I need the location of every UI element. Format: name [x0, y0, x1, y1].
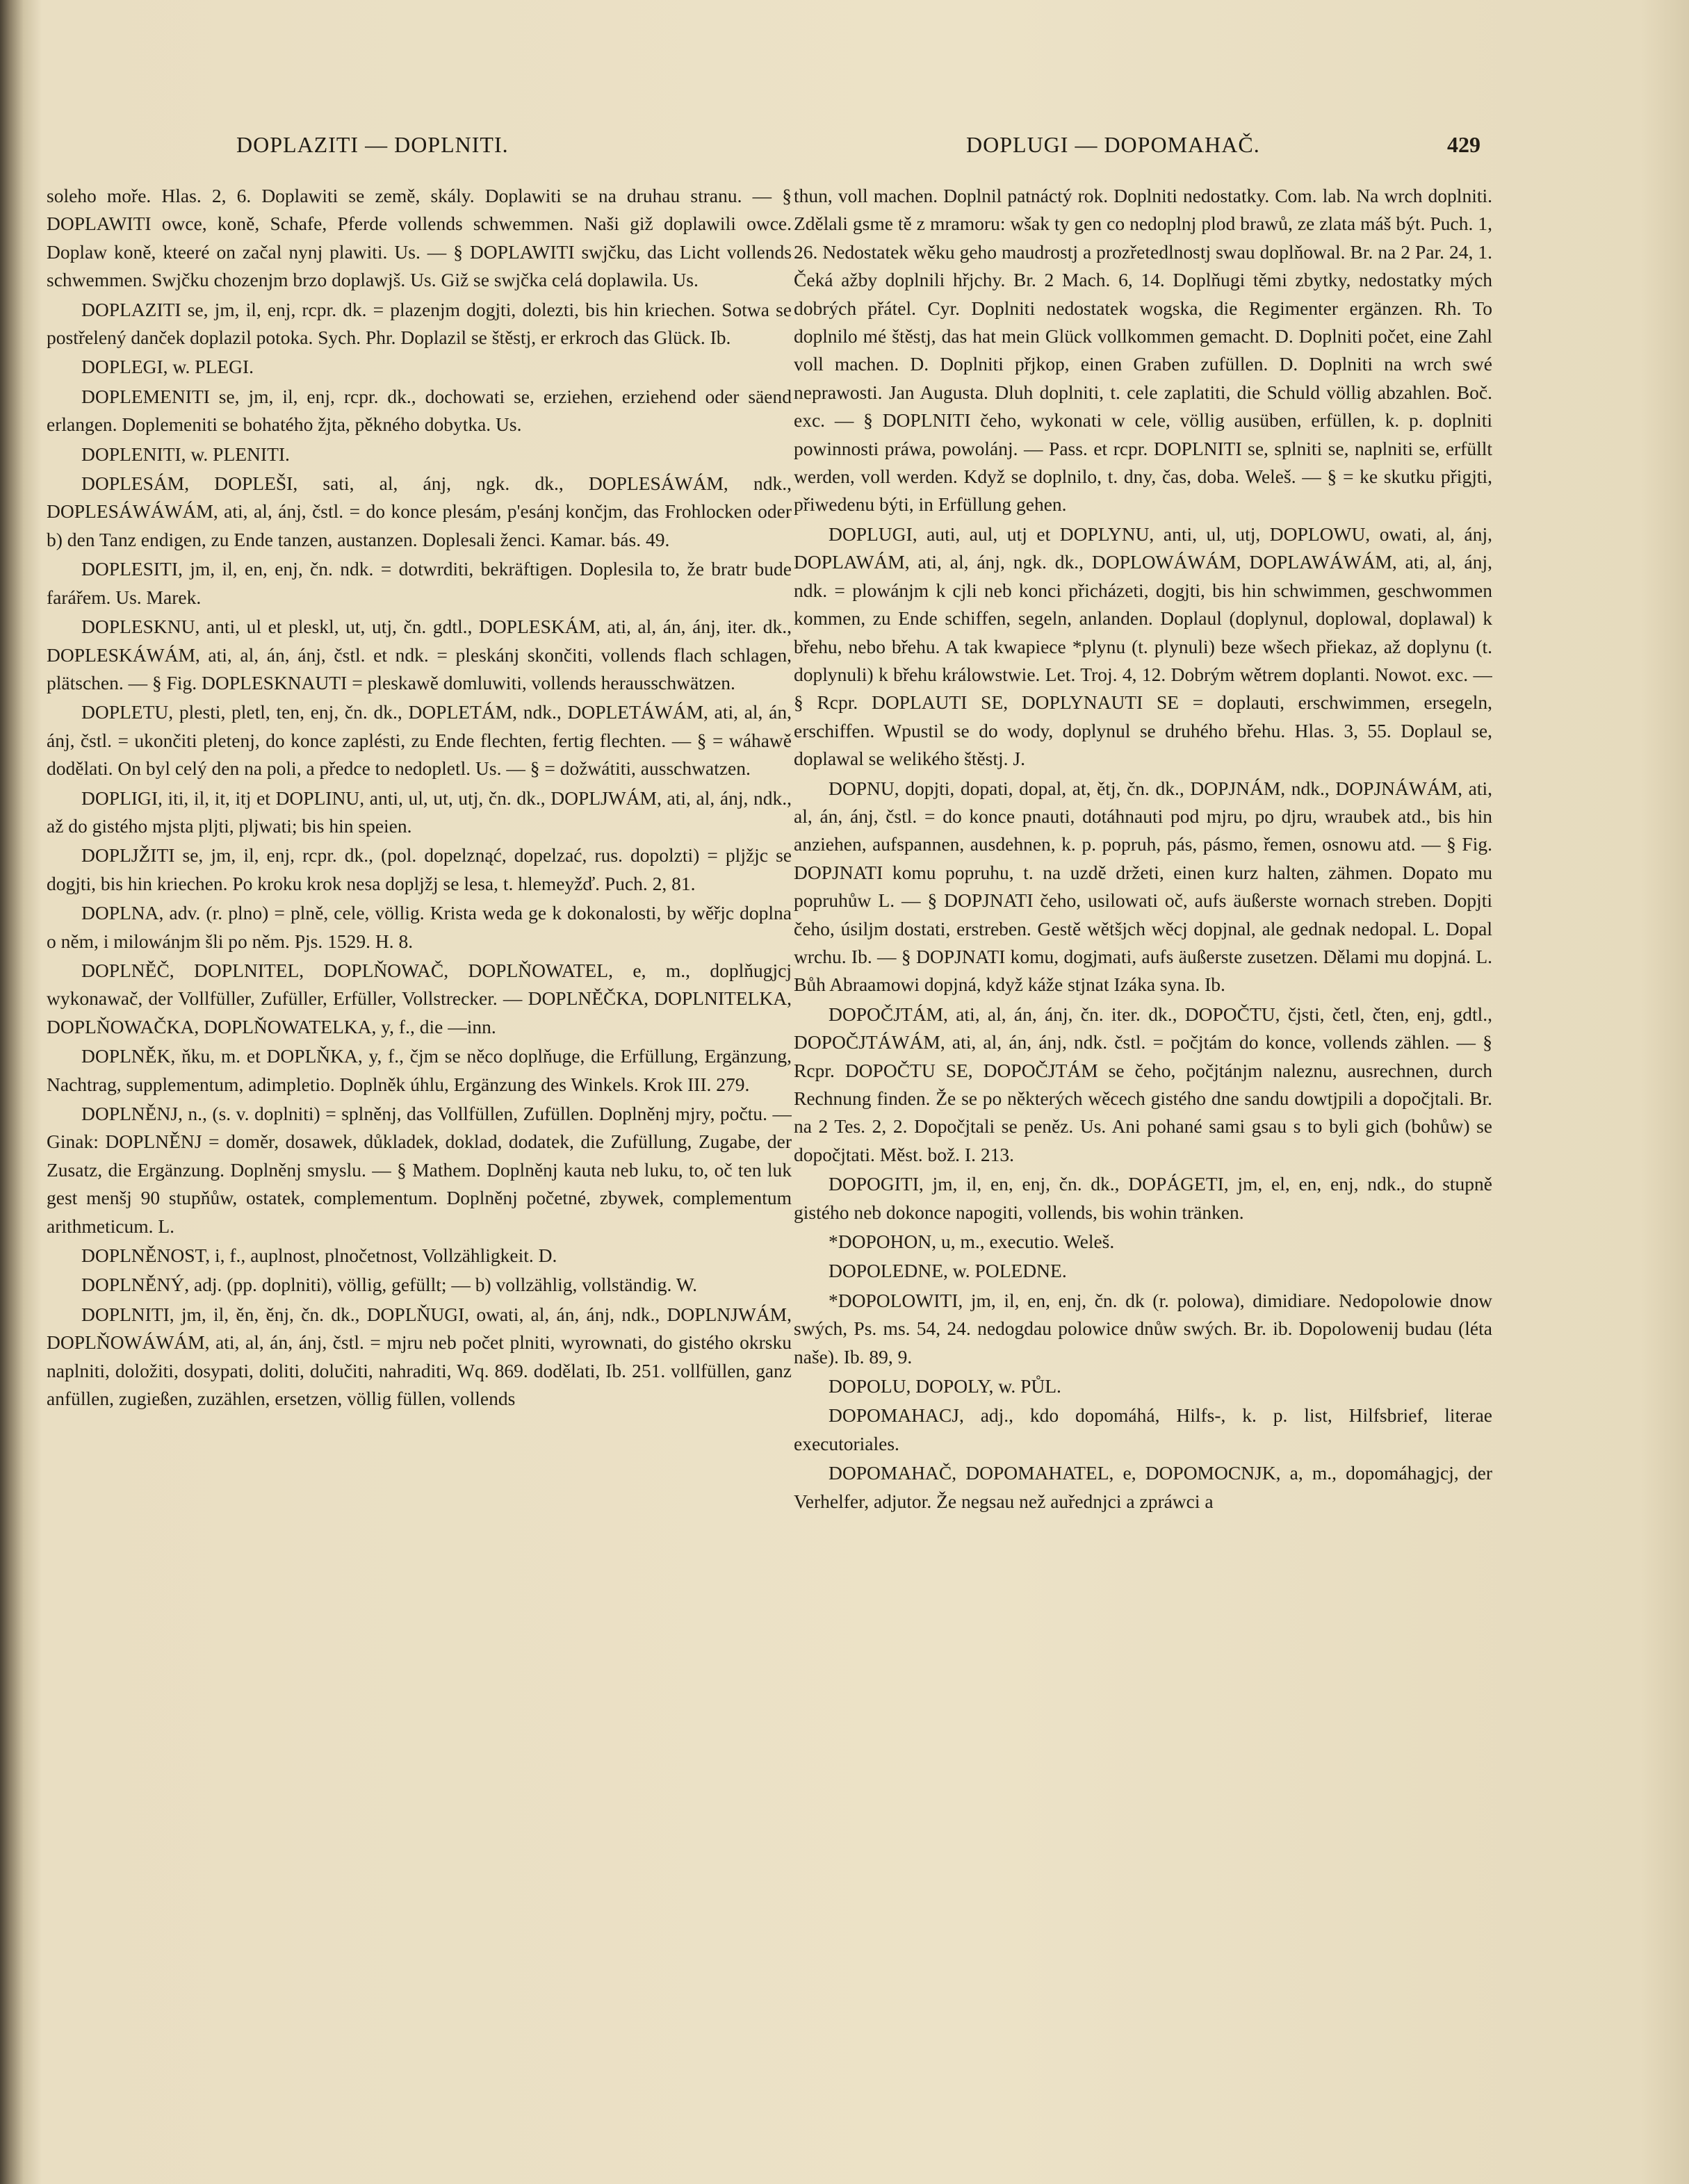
entry: DOPLJŽITI se, jm, il, enj, rcpr. dk., (pol. dopelznąć, dopelzać, rus. dopolzti) = pljžjc se dogjti, bis hin kriechen. Po kroku krok nesa dopljžj se lesa, t. hlemeyžď. Puch. 2, 81.: [47, 844, 792, 894]
entry: DOPLNĚNÝ, adj. (pp. doplniti), völlig, gefüllt; — b) vollzählig, vollständig. W.: [81, 1274, 698, 1296]
left-column: [47, 182, 792, 2128]
entry: DOPLESITI, jm, il, en, enj, čn. ndk. = dotwrditi, bekräftigen. Doplesila to, že bratr bude farářem. Us. Marek.: [47, 558, 792, 608]
entry: DOPOČJTÁM, ati, al, án, ánj, čn. iter. dk., DOPOČTU, čjsti, četl, čten, enj, gdtl., DOPOČJTÁWÁM, ati, al, án, ánj, ndk. čstl. = počjtám do konce, vollends zählen. — § Rcpr. DOPOČTU SE, DOPOČJTÁM se čeho, počjtánjm naleznu, ausrechnen, durch Rechnung finden. Že se po některých wěcech gistého dne sandu dowtjpili a dopočjtali. Br. na 2 Tes. 2, 2. Dopočjtali se peněz. Us. Ani pohané sami gsau s to byli gich (bohůw) se dopočjtati. Měst. bož. I. 213.: [794, 1003, 1492, 1165]
entry: DOPNU, dopjti, dopati, dopal, at, ětj, čn. dk., DOPJNÁM, ndk., DOPJNÁWÁM, ati, al, án, ánj, čstl. = do konce pnauti, dotáhnauti pod mjru, po djru, wraubek atd., bis hin anziehen, aufspannen, ausdehnen, k. p. popruh, pás, pásmo, řemen, osnowu atd. — § Fig. DOPJNATI komu popruhu, t. na uzdě držeti, einen kurz halten, zähmen. Dopato mu popruhůw L. — § DOPJNATI čeho, usilowati oč, aufs äußerste wornach streben. Dopjti čeho, úsiljm dostati, erstreben. Gestě wětšjch wěcj dopjnal, ale gednak nedopal. L. Dopal wrchu. Ib. — § DOPJNATI komu, dogjmati, aufs äußerste zusetzen. Dělami mu dopjná. L. Bůh Abraamowi dopjná, když káže stjnat Izáka syna. Ib.: [794, 777, 1492, 996]
entry: DOPLETU, plesti, pletl, ten, enj, čn. dk., DOPLETÁM, ndk., DOPLETÁWÁM, ati, al, án, ánj, čstl. = ukončiti pletenj, do konce zaplésti, zu Ende flechten, fertig flechten. — § = wáhawě dodělati. On byl celý den na poli, a předce to nedopletl. Us. — § = dožwátiti, ausschwatzen.: [47, 701, 792, 780]
entry: DOPLNITI, jm, il, ěn, ěnj, čn. dk., DOPLŇUGI, owati, al, án, ánj, ndk., DOPLNJWÁM, DOPLŇOWÁWÁM, ati, al, án, ánj, čstl. = mjru neb počet plniti, wyrownati, do gistého okrsku naplniti, doložiti, dosypati, doliti, dolučiti, nahraditi, Wq. 869. dodělati, Ib. 251. vollfüllen, ganz anfüllen, zugießen, zuzählen, ersetzen, völlig füllen, vollends: [47, 1303, 792, 1410]
entry: DOPLUGI, auti, aul, utj et DOPLYNU, anti, ul, utj, DOPLOWU, owati, al, ánj, DOPLAWÁM, ati, al, ánj, ngk. dk., DOPLOWÁWÁM, DOPLAWÁWÁM, ati, al, ánj, ndk. = plowánjm k cjli neb konci přicházeti, dogjti, bis hin schwimmen, geschwommen kommen, zu Ende schiffen, segeln, anlanden. Doplaul (doplynul, doplowal, doplawal) k břehu, nebo břehu. A tak kwapiece *plynu (t. plynuli) beze wšech přiekaz, až doplynu (t. doplynuli) k břehu králowstwie. Let. Troj. 4, 12. Dobrým wětrem doplanti. Nowot. exc. — § Rcpr. DOPLAUTI SE, DOPLYNAUTI SE = doplauti, erschwimmen, ersegeln, erschiffen. Wpustil se do wody, doplynul se druhého břehu. Hlas. 3, 55. Doplaul se, doplawal se welikého štěstj. J.: [794, 523, 1492, 770]
running-head-left: DOPLAZITI — DOPLNITI.: [236, 132, 509, 157]
entry: DOPOMAHACJ, adj., kdo dopomáhá, Hilfs-, k. p. list, Hilfsbrief, literae executoriales.: [794, 1404, 1492, 1454]
entry: DOPOGITI, jm, il, en, enj, čn. dk., DOPÁGETI, jm, el, en, enj, ndk., do stupně gistého neb dokonce napogiti, vollends, bis wohin tränken.: [794, 1173, 1492, 1223]
entry: DOPOLU, DOPOLY, w. PŮL.: [829, 1375, 1061, 1397]
entry: DOPLIGI, iti, il, it, itj et DOPLINU, anti, ul, ut, utj, čn. dk., DOPLJWÁM, ati, al, ánj, ndk., až do gistého mjsta pljti, pljwati; bis hin speien.: [47, 787, 792, 837]
entry: *DOPOLOWITI, jm, il, en, enj, čn. dk (r. polowa), dimidiare. Nedopolowie dnow swých, Ps. ms. 54, 24. nedogdau polowice dnůw swých. Br. ib. Dopolowenij budau (léta naše). Ib. 89, 9.: [794, 1289, 1492, 1368]
entry: *DOPOHON, u, m., executio. Weleš.: [829, 1231, 1115, 1253]
entry: DOPOMAHAČ, DOPOMAHATEL, e, DOPOMOCNJK, a, m., dopomáhagjcj, der Verhelfer, adjutor. Že negsau než auřednjci a zpráwci a: [794, 1462, 1492, 1512]
entry: DOPLESÁM, DOPLEŠI, sati, al, ánj, ngk. dk., DOPLESÁWÁM, ndk., DOPLESÁWÁWÁM, ati, al, ánj, čstl. = do konce plesám, p'esánj končjm, das Frohlocken oder b) den Tanz endigen, zu Ende tanzen, austanzen. Doplesali ženci. Kamar. bás. 49.: [47, 473, 792, 550]
entry: DOPLESKNU, anti, ul et pleskl, ut, utj, čn. gdtl., DOPLESKÁM, ati, al, án, ánj, iter. dk., DOPLESKÁWÁM, ati, al, án, ánj, čstl. et ndk. = pleskánj skončiti, vollends flach schlagen, plätschen. — § Fig. DOPLESKNAUTI = pleskawě domluwiti, vollends herausschwätzen.: [47, 616, 792, 693]
entry: DOPLNĚČ, DOPLNITEL, DOPLŇOWAČ, DOPLŇOWATEL, e, m., doplňugjcj wykonawač, der Vollfüller, Zufüller, Erfüller, Vollstrecker. — DOPLNĚČKA, DOPLNITELKA, DOPLŇOWAČKA, DOPLŇOWATELKA, y, f., die —inn.: [47, 959, 792, 1037]
entry: DOPLEGI, w. PLEGI.: [81, 356, 254, 378]
entry: DOPLEMENITI se, jm, il, enj, rcpr. dk., dochowati se, erziehen, erziehend oder säend erlangen. Doplemeniti se bohatého žjta, pěkného dobytka. Us.: [47, 385, 792, 436]
page-number: 429: [1447, 132, 1480, 157]
entry: DOPLNA, adv. (r. plno) = plně, cele, völlig. Krista weda ge k dokonalosti, by wěřjc doplna o něm, i milowánjm šli po něm. Pjs. 1529. H. 8.: [47, 902, 792, 952]
entry: DOPLNĚNJ, n., (s. v. doplniti) = splněnj, das Vollfüllen, Zufüllen. Doplněnj mjry, počtu. — Ginak: DOPLNĚNJ = doměr, dosawek, důkladek, doklad, dodatek, die Zufüllung, Zugabe, der Zusatz, die Ergänzung. Doplněnj smyslu. — § Mathem. Doplněnj kauta neb luku, to, oč ten luk gest menšj 90 stupňůw, ostatek, complementum. Doplněnj početné, zbywek, complementum arithmeticum. L.: [47, 1103, 792, 1237]
entry: DOPLENITI, w. PLENITI.: [81, 443, 290, 465]
entry: thun, voll machen. Doplnil patnáctý rok. Doplniti nedostatky. Com. lab. Na wrch doplniti. Zdělali gsme tě z mramoru: wšak ty gen co nedoplnj plod brawů, ze zlata máš být. Puch. 1, 26. Nedostatek wěku geho maudrostj a prozřetedlnostj swau doplňowal. Br. na 2 Par. 24, 1. Čeká ažby doplnili hřjchy. Br. 2 Mach. 6, 14. Doplňugi těmi zbytky, nedostatky mých dobrých přátel. Cyr. Doplniti nedostatek wogska, die Regimenter ergänzen. Rh. To doplnilo mé štěstj, das hat mein Glück vollkommen gemacht. D. Doplniti počet, eine Zahl voll machen. D. Doplniti přjkop, einen Graben zufüllen. D. Doplniti na wrch swé neprawosti. Jan Augusta. Dluh doplniti, t. cele zaplatiti, die Schuld völlig abzahlen. Boč. exc. — § DOPLNITI čeho, wykonati w cele, völlig ausüben, erfüllen, k. p. doplniti powinnosti práwa, powolánj. — Pass. et rcpr. DOPLNITI se, splniti se, naplniti se, erfüllt werden, voll werden. Když se doplnilo, t. dny, čas, doba. Weleš. — § = ke skutku přigjti, přiwedenu býti, in Erfüllung gehen.: [794, 185, 1492, 516]
entry: DOPLNĚNOST, i, f., auplnost, plnočetnost, Vollzähligkeit. D.: [81, 1245, 557, 1267]
entry: DOPLAZITI se, jm, il, enj, rcpr. dk. = plazenjm dogjti, dolezti, bis hin kriechen. Sotwa se postřelený danček doplazil potoka. Sych. Phr. Doplazil se štěstj, er erkroch das Glück. Ib.: [47, 298, 792, 349]
running-head-right: DOPLUGI — DOPOMAHAČ.: [966, 132, 1260, 157]
entry: DOPLNĚK, ňku, m. et DOPLŇKA, y, f., čjm se něco doplňuge, die Erfüllung, Ergänzung, Nachtrag, supplementum, adimpletio. Doplněk úhlu, Ergänzung des Winkels. Krok III. 279.: [47, 1045, 792, 1095]
entry: DOPOLEDNE, w. POLEDNE.: [829, 1260, 1067, 1282]
right-column: [794, 182, 1492, 2128]
entry: soleho moře. Hlas. 2, 6. Doplawiti se země, skály. Doplawiti se na druhau stranu. — § DOPLAWITI owce, koně, Schafe, Pferde vollends schwemmen. Naši giž doplawili owce. Doplaw koně, kteeré on začal nynj plawiti. Us. — § DOPLAWITI swjčku, das Licht vollends schwemmen. Swjčku chozenjm brzo doplawjš. Us. Giž se swjčka celá doplawila. Us.: [47, 185, 792, 291]
